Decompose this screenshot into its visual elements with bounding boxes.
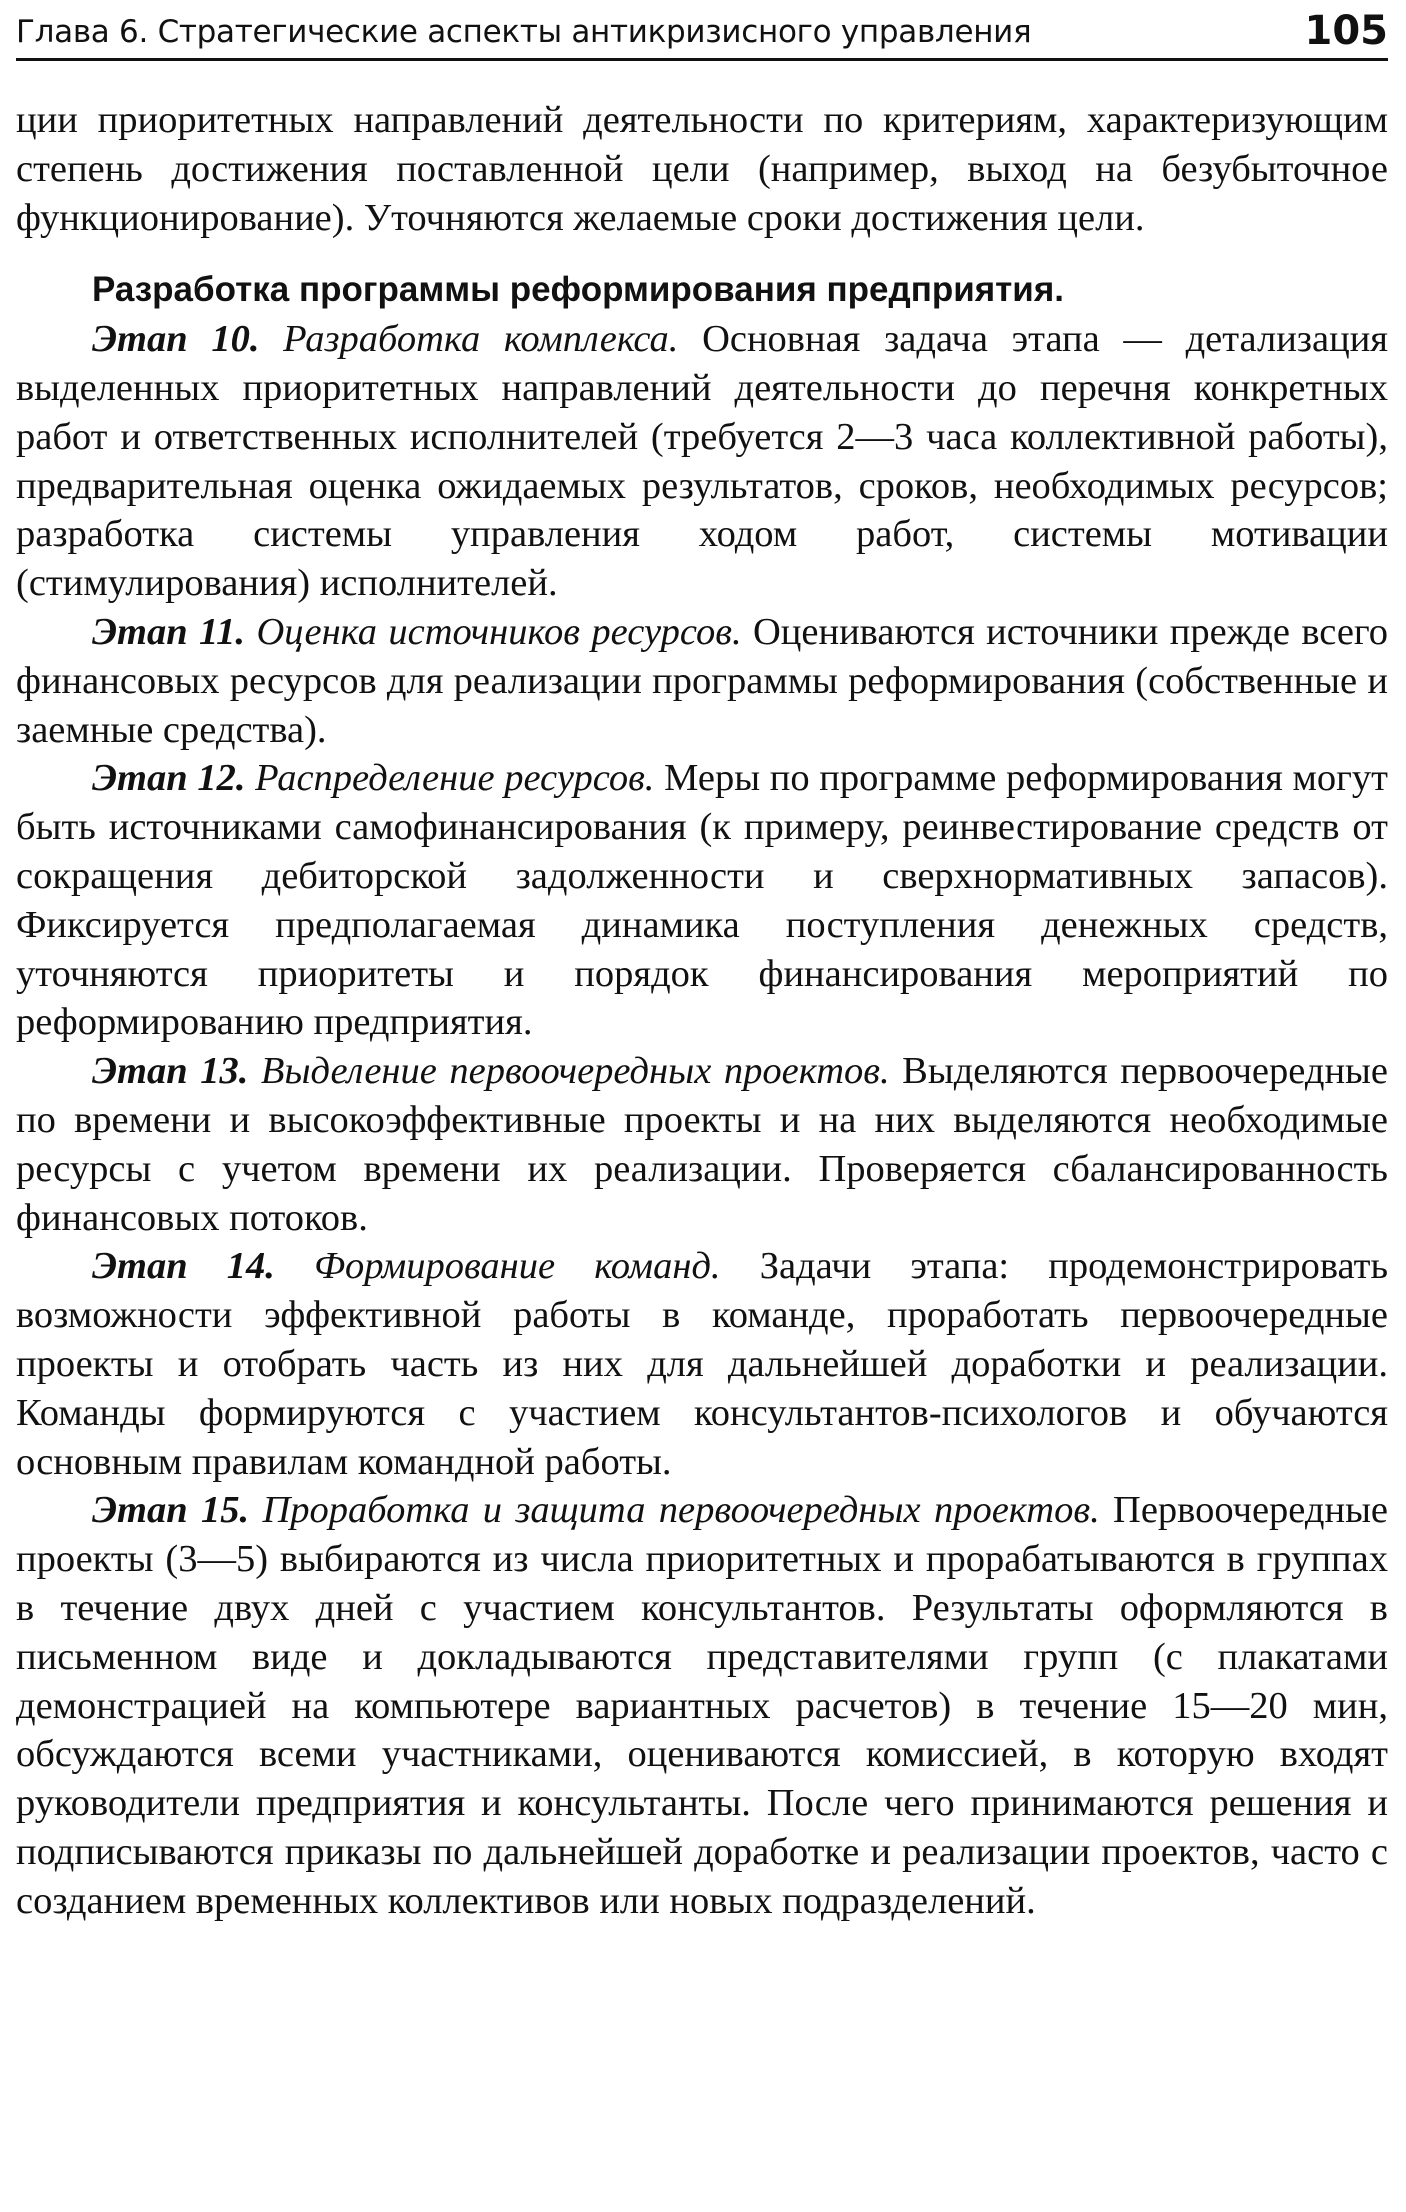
stage-label: Этап 14. [92,1245,275,1288]
stage-name: Распределение ресурсов. [255,757,655,800]
stage-label: Этап 12. [92,757,246,800]
stage-paragraph-13 [16,1047,1388,1242]
stage-paragraph-12 [16,754,1388,1047]
intro-paragraph: ции приоритетных направлений деятельности по критериям, характеризующим степень достижения поставленной цели (например, выход на безубыточное функционирование). Уточняются желаемые сроки достижения цели. [16,99,1388,239]
stage-label: Этап 13. [92,1050,249,1093]
stage-text: Основная задача этапа — детализация выделенных приоритетных направлений деятельности до перечня конкретных работ и ответственных исполнителей (требуется 2—3 часа коллективной работы), предварительная оценка ожидаемых результатов, сроков, необходимых ресурсов; разработка системы управления ходом работ, системы мотивации (стимулирования) исполнителей. [16,318,1389,605]
stage-paragraph-11 [16,608,1388,754]
stage-text: Выделяются первоочередные по времени и высокоэффективные проекты и на них выделяются необходимые ресурсы с учетом времени их реализации. Проверяется сбалансированность финансовых потоков. [16,1050,1388,1239]
stage-paragraph-14 [16,1242,1388,1486]
stage-label: Этап 11. [92,610,246,653]
book-page [16,0,1388,2212]
stage-name: Выделение первоочередных проектов. [260,1050,890,1093]
stage-name: Проработка и защита первоочередных проектов. [262,1489,1100,1532]
chapter-title: Глава 6. Стратегические аспекты антикризисного управления [16,14,1032,50]
page-number: 105 [1304,8,1388,54]
stage-name: Оценка источников ресурсов. [256,610,742,653]
stage-text: Меры по программе реформирования могут быть источниками самофинансирования (к примеру, реинвестирование средств от сокращения дебиторской задолженности и сверхнормативных запасов). Фиксируется предполагаемая динамика поступления денежных средств, уточняются приоритеты и порядок финансирования мероприятий по реформированию предприятия. [16,757,1388,1044]
stage-paragraph-10 [16,315,1388,608]
stage-text: Первоочередные проекты (3—5) выбираются из числа приоритетных и прорабатываются в группах в течение двух дней с участием консультантов. Результаты оформляются в письменном виде и докладываются представителями групп (с плакатами демонстрацией на компьютере вариантных расчетов) в течение 15—20 мин, обсуждаются всеми участниками, оцениваются комиссией, в которую входят руководители предприятия и консультанты. После чего принимаются решения и подписываются приказы по дальнейшей доработке и реализации проектов, часто с созданием временных коллективов или новых подразделений. [16,1489,1389,1922]
stage-paragraph-15 [16,1486,1388,1925]
stage-label: Этап 15. [92,1489,250,1532]
stage-text: Оцениваются источники прежде всего финансовых ресурсов для реализации программы реформирования (собственные и заемные средства). [16,610,1389,751]
stage-text: Задачи этапа: продемонстрировать возможности эффективной работы в команде, проработать первоочередные проекты и отобрать часть из них для дальнейшей доработки и реализации. Команды формируются с участием консультантов-психологов и обучаются основным правилам командной работы. [16,1245,1389,1483]
stage-name: Формирование команд. [314,1245,721,1288]
stage-name: Разработка комплекса. [283,318,679,361]
stage-label: Этап 10. [92,318,260,361]
page-body [16,96,1388,1925]
running-header [16,8,1388,61]
section-heading: Разработка программы реформирования предприятия. [92,270,1064,310]
